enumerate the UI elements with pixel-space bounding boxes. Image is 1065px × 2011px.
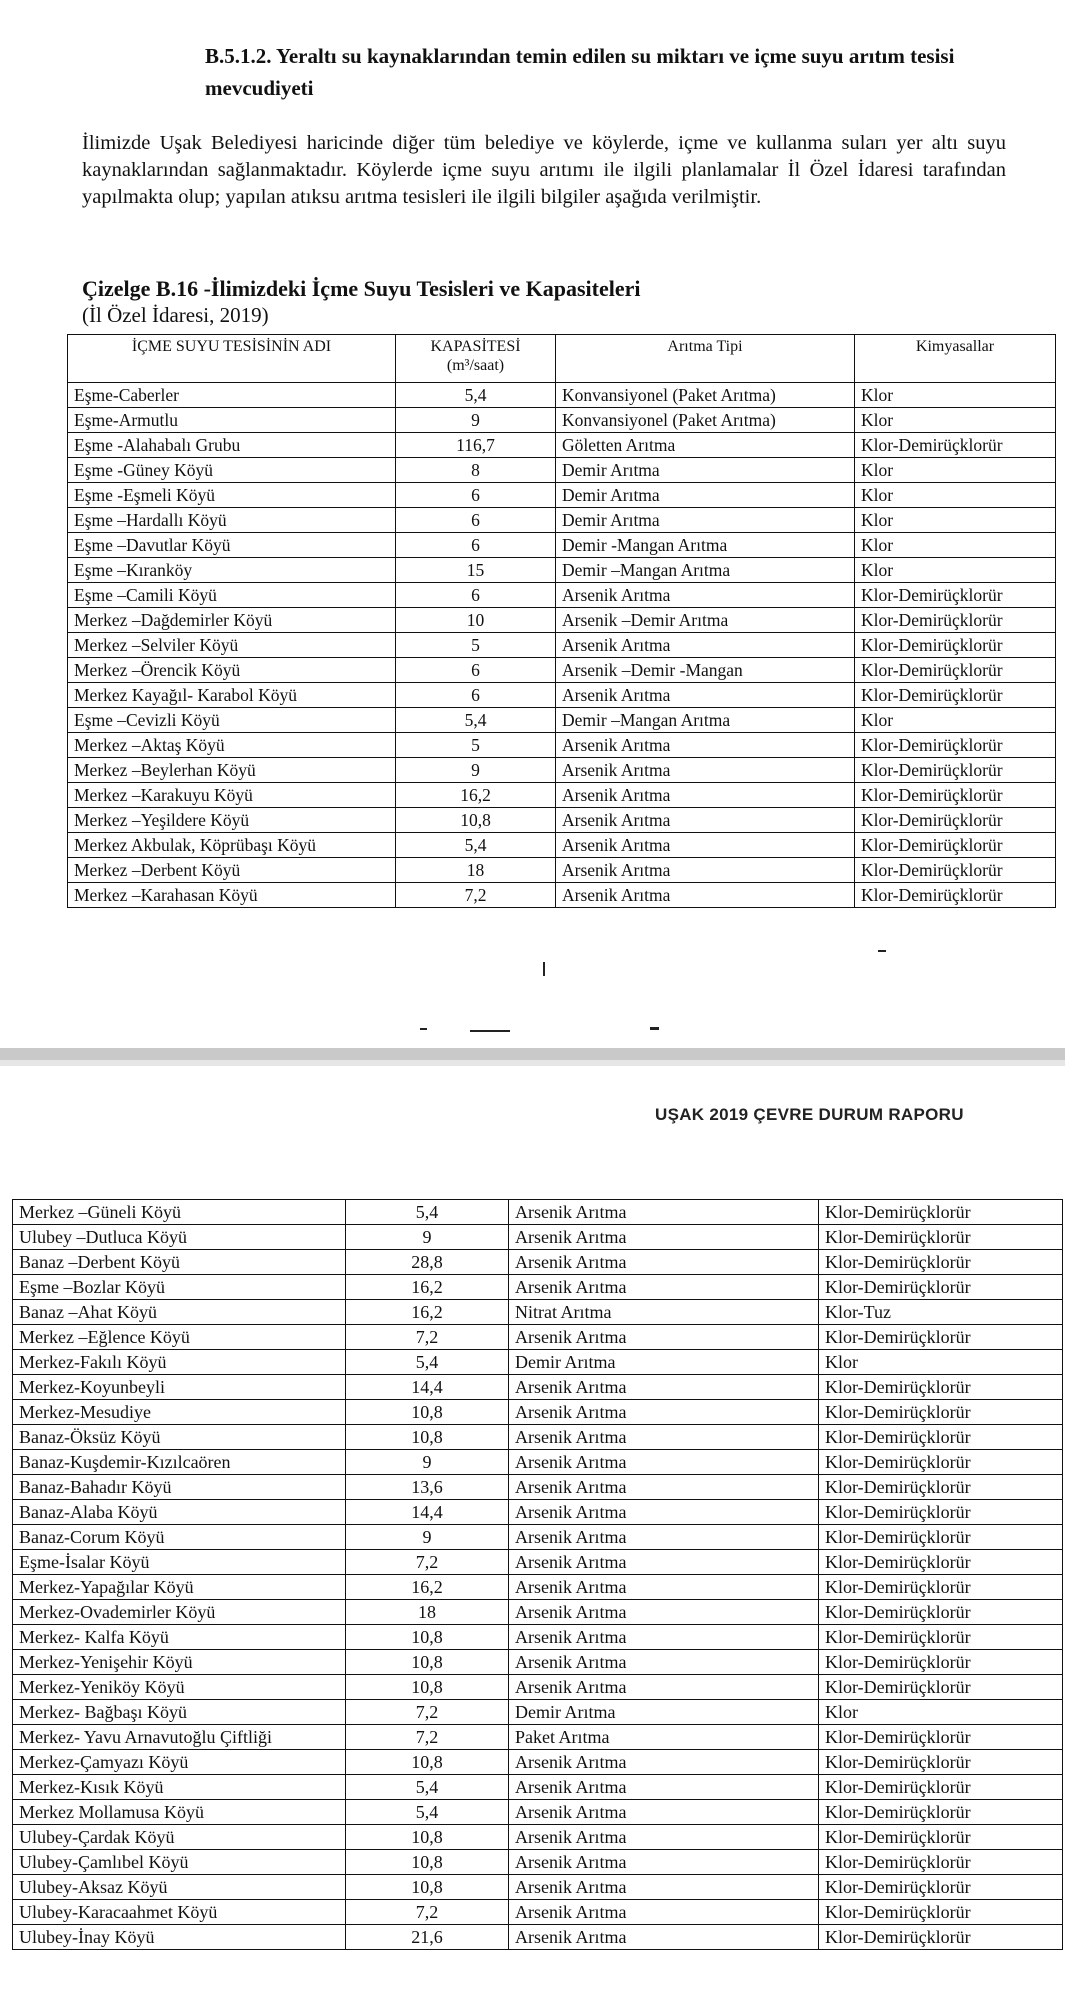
cell-chemicals: Klor-Demirüçklorür (855, 433, 1056, 458)
cell-facility-name: Merkez –Güneli Köyü (13, 1200, 346, 1225)
table-row (68, 383, 1056, 408)
cell-facility-name: Merkez- Yavu Arnavutoğlu Çiftliği (13, 1725, 346, 1750)
cell-treatment-type: Arsenik Arıtma (509, 1325, 819, 1350)
cell-capacity: 9 (396, 408, 556, 433)
page-break (0, 1048, 1065, 1060)
table-row (68, 808, 1056, 833)
cell-facility-name: Banaz-Bahadır Köyü (13, 1475, 346, 1500)
cell-chemicals: Klor-Demirüçklorür (855, 633, 1056, 658)
cell-treatment-type: Arsenik Arıtma (509, 1925, 819, 1950)
cell-treatment-type: Demir Arıtma (509, 1700, 819, 1725)
cell-facility-name: Ulubey-Çamlıbel Köyü (13, 1850, 346, 1875)
cell-chemicals: Klor-Demirüçklorür (819, 1875, 1063, 1900)
cell-treatment-type: Arsenik Arıtma (556, 783, 855, 808)
cell-chemicals: Klor-Demirüçklorür (855, 583, 1056, 608)
cell-facility-name: Ulubey-Karacaahmet Köyü (13, 1900, 346, 1925)
cell-chemicals: Klor (819, 1350, 1063, 1375)
cell-facility-name: Eşme -Güney Köyü (68, 458, 396, 483)
cell-chemicals: Klor (855, 508, 1056, 533)
cell-chemicals: Klor-Demirüçklorür (855, 733, 1056, 758)
cell-facility-name: Ulubey-Aksaz Köyü (13, 1875, 346, 1900)
cell-capacity: 7,2 (346, 1325, 509, 1350)
cell-chemicals: Klor-Demirüçklorür (819, 1800, 1063, 1825)
table-row (13, 1425, 1063, 1450)
table-row (13, 1400, 1063, 1425)
cell-capacity: 18 (396, 858, 556, 883)
cell-chemicals: Klor-Demirüçklorür (855, 683, 1056, 708)
cell-chemicals: Klor-Demirüçklorür (819, 1500, 1063, 1525)
scan-mark (878, 950, 886, 952)
table-row (68, 783, 1056, 808)
cell-capacity: 14,4 (346, 1500, 509, 1525)
cell-capacity: 10,8 (346, 1825, 509, 1850)
cell-chemicals: Klor (819, 1700, 1063, 1725)
table-row (13, 1225, 1063, 1250)
cell-treatment-type: Arsenik Arıtma (556, 733, 855, 758)
table-row (68, 558, 1056, 583)
table-row (13, 1675, 1063, 1700)
cell-chemicals: Klor-Demirüçklorür (819, 1775, 1063, 1800)
cell-facility-name: Merkez-Mesudiye (13, 1400, 346, 1425)
cell-treatment-type: Arsenik Arıtma (509, 1400, 819, 1425)
cell-facility-name: Merkez –Örencik Köyü (68, 658, 396, 683)
table-row (68, 708, 1056, 733)
cell-facility-name: Ulubey –Dutluca Köyü (13, 1225, 346, 1250)
cell-treatment-type: Arsenik Arıtma (509, 1250, 819, 1275)
cell-facility-name: Merkez-Kısık Köyü (13, 1775, 346, 1800)
cell-treatment-type: Arsenik Arıtma (509, 1750, 819, 1775)
col-header-treatment: Arıtma Tipi (556, 335, 855, 383)
cell-facility-name: Ulubey-Çardak Köyü (13, 1825, 346, 1850)
cell-facility-name: Merkez –Beylerhan Köyü (68, 758, 396, 783)
cell-capacity: 13,6 (346, 1475, 509, 1500)
cell-treatment-type: Paket Arıtma (509, 1725, 819, 1750)
water-facilities-table-page1 (67, 334, 1056, 908)
table-row (13, 1650, 1063, 1675)
cell-capacity: 5,4 (346, 1775, 509, 1800)
cell-treatment-type: Arsenik Arıtma (509, 1550, 819, 1575)
cell-facility-name: Merkez-Yenişehir Köyü (13, 1650, 346, 1675)
cell-facility-name: Eşme –Hardallı Köyü (68, 508, 396, 533)
table-row (68, 583, 1056, 608)
cell-capacity: 8 (396, 458, 556, 483)
report-title: UŞAK 2019 ÇEVRE DURUM RAPORU (655, 1105, 964, 1124)
scan-mark (543, 962, 545, 976)
cell-capacity: 14,4 (346, 1375, 509, 1400)
cell-chemicals: Klor-Demirüçklorür (819, 1375, 1063, 1400)
table-row (13, 1475, 1063, 1500)
cell-facility-name: Banaz –Derbent Köyü (13, 1250, 346, 1275)
cell-capacity: 10 (396, 608, 556, 633)
cell-facility-name: Merkez –Karahasan Köyü (68, 883, 396, 908)
cell-capacity: 116,7 (396, 433, 556, 458)
cell-capacity: 9 (346, 1225, 509, 1250)
cell-facility-name: Banaz-Kuşdemir-Kızılcaören (13, 1450, 346, 1475)
cell-treatment-type: Demir Arıtma (509, 1350, 819, 1375)
cell-chemicals: Klor-Demirüçklorür (855, 858, 1056, 883)
cell-capacity: 9 (346, 1525, 509, 1550)
cell-chemicals: Klor-Demirüçklorür (819, 1925, 1063, 1950)
table-row (13, 1725, 1063, 1750)
cell-treatment-type: Arsenik Arıtma (509, 1225, 819, 1250)
cell-treatment-type: Arsenik Arıtma (509, 1650, 819, 1675)
cell-treatment-type: Nitrat Arıtma (509, 1300, 819, 1325)
cell-chemicals: Klor-Demirüçklorür (855, 658, 1056, 683)
cell-capacity: 5 (396, 633, 556, 658)
cell-facility-name: Banaz-Alaba Köyü (13, 1500, 346, 1525)
table-row (68, 883, 1056, 908)
table-row (13, 1300, 1063, 1325)
cell-treatment-type: Demir Arıtma (556, 483, 855, 508)
cell-capacity: 16,2 (396, 783, 556, 808)
table-row (13, 1250, 1063, 1275)
cell-treatment-type: Arsenik Arıtma (509, 1375, 819, 1400)
cell-capacity: 10,8 (346, 1850, 509, 1875)
table-row (13, 1750, 1063, 1775)
cell-capacity: 9 (396, 758, 556, 783)
cell-treatment-type: Demir Arıtma (556, 458, 855, 483)
table-row (13, 1500, 1063, 1525)
cell-facility-name: Eşme –Davutlar Köyü (68, 533, 396, 558)
cell-treatment-type: Arsenik Arıtma (509, 1625, 819, 1650)
col-header-chemicals: Kimyasallar (855, 335, 1056, 383)
cell-chemicals: Klor-Demirüçklorür (819, 1475, 1063, 1500)
table-row (68, 608, 1056, 633)
cell-capacity: 16,2 (346, 1575, 509, 1600)
cell-facility-name: Merkez-Koyunbeyli (13, 1375, 346, 1400)
scan-mark (420, 1028, 427, 1030)
cell-treatment-type: Arsenik Arıtma (509, 1450, 819, 1475)
col-header-capacity-label: KAPASİTESİ (430, 338, 521, 355)
cell-facility-name: Merkez –Derbent Köyü (68, 858, 396, 883)
cell-treatment-type: Arsenik Arıtma (556, 808, 855, 833)
cell-facility-name: Merkez-Yapağılar Köyü (13, 1575, 346, 1600)
cell-treatment-type: Konvansiyonel (Paket Arıtma) (556, 383, 855, 408)
table-row (13, 1200, 1063, 1225)
cell-capacity: 9 (346, 1450, 509, 1475)
col-header-name: İÇME SUYU TESİSİNİN ADI (68, 335, 396, 383)
cell-chemicals: Klor-Demirüçklorür (855, 783, 1056, 808)
cell-capacity: 7,2 (346, 1900, 509, 1925)
cell-treatment-type: Arsenik Arıtma (509, 1900, 819, 1925)
table-row (13, 1525, 1063, 1550)
table-row (13, 1550, 1063, 1575)
cell-treatment-type: Arsenik Arıtma (556, 858, 855, 883)
cell-treatment-type: Arsenik Arıtma (509, 1800, 819, 1825)
table-row (68, 858, 1056, 883)
cell-treatment-type: Arsenik Arıtma (509, 1525, 819, 1550)
cell-chemicals: Klor (855, 408, 1056, 433)
cell-chemicals: Klor-Demirüçklorür (819, 1325, 1063, 1350)
table-row (13, 1700, 1063, 1725)
cell-capacity: 10,8 (346, 1650, 509, 1675)
table-row (68, 408, 1056, 433)
cell-capacity: 7,2 (346, 1700, 509, 1725)
cell-capacity: 18 (346, 1600, 509, 1625)
cell-facility-name: Banaz-Corum Köyü (13, 1525, 346, 1550)
table-row (13, 1600, 1063, 1625)
cell-chemicals: Klor-Demirüçklorür (819, 1600, 1063, 1625)
table-row (13, 1375, 1063, 1400)
cell-capacity: 10,8 (346, 1750, 509, 1775)
table-row (68, 633, 1056, 658)
cell-chemicals: Klor-Demirüçklorür (819, 1725, 1063, 1750)
table-row (68, 758, 1056, 783)
cell-facility-name: Merkez –Eğlence Köyü (13, 1325, 346, 1350)
col-header-capacity-unit: (m³/saat) (446, 357, 505, 374)
cell-chemicals: Klor-Demirüçklorür (819, 1850, 1063, 1875)
table-row (68, 458, 1056, 483)
cell-chemicals: Klor-Demirüçklorür (819, 1450, 1063, 1475)
cell-treatment-type: Demir Arıtma (556, 508, 855, 533)
table-row (13, 1850, 1063, 1875)
cell-treatment-type: Arsenik Arıtma (556, 633, 855, 658)
cell-treatment-type: Arsenik Arıtma (509, 1475, 819, 1500)
cell-chemicals: Klor-Demirüçklorür (819, 1900, 1063, 1925)
cell-capacity: 21,6 (346, 1925, 509, 1950)
cell-facility-name: Eşme-Caberler (68, 383, 396, 408)
cell-chemicals: Klor (855, 383, 1056, 408)
cell-treatment-type: Göletten Arıtma (556, 433, 855, 458)
cell-treatment-type: Arsenik Arıtma (556, 683, 855, 708)
cell-treatment-type: Demir -Mangan Arıtma (556, 533, 855, 558)
cell-facility-name: Merkez –Selviler Köyü (68, 633, 396, 658)
cell-chemicals: Klor-Demirüçklorür (819, 1575, 1063, 1600)
cell-treatment-type: Arsenik Arıtma (509, 1875, 819, 1900)
cell-capacity: 7,2 (396, 883, 556, 908)
cell-facility-name: Eşme –Camili Köyü (68, 583, 396, 608)
cell-capacity: 5 (396, 733, 556, 758)
table-row (68, 533, 1056, 558)
cell-treatment-type: Arsenik Arıtma (509, 1850, 819, 1875)
cell-treatment-type: Arsenik –Demir Arıtma (556, 608, 855, 633)
table-caption: Çizelge B.16 -İlimizdeki İçme Suyu Tesisleri ve Kapasiteleri (82, 276, 641, 301)
cell-facility-name: Merkez-Yeniköy Köyü (13, 1675, 346, 1700)
col-header-capacity (396, 335, 556, 383)
cell-facility-name: Banaz-Öksüz Köyü (13, 1425, 346, 1450)
cell-treatment-type: Arsenik Arıtma (509, 1600, 819, 1625)
cell-chemicals: Klor (855, 708, 1056, 733)
cell-chemicals: Klor-Demirüçklorür (819, 1225, 1063, 1250)
table-row (13, 1825, 1063, 1850)
cell-capacity: 10,8 (396, 808, 556, 833)
cell-treatment-type: Arsenik Arıtma (509, 1825, 819, 1850)
intro-paragraph: İlimizde Uşak Belediyesi haricinde diğer tüm belediye ve köylerde, içme ve kullanma suları yer altı suyu kaynaklarından sağlanmaktadır. Köylerde içme suyu arıtımı ile ilgili planlamalar İl Özel İdaresi tarafından yapılmakta olup; yapılan atıksu arıtma tesisleri ile ilgili bilgiler aşağıda verilmiştir. (82, 132, 1006, 208)
cell-capacity: 10,8 (346, 1400, 509, 1425)
cell-treatment-type: Arsenik Arıtma (556, 583, 855, 608)
cell-facility-name: Merkez- Bağbaşı Köyü (13, 1700, 346, 1725)
cell-capacity: 6 (396, 583, 556, 608)
table-row (68, 733, 1056, 758)
table-row (13, 1350, 1063, 1375)
cell-treatment-type: Arsenik Arıtma (556, 758, 855, 783)
table-row (13, 1325, 1063, 1350)
cell-chemicals: Klor-Demirüçklorür (819, 1425, 1063, 1450)
cell-chemicals: Klor (855, 533, 1056, 558)
cell-treatment-type: Arsenik Arıtma (509, 1675, 819, 1700)
table-row (68, 433, 1056, 458)
cell-treatment-type: Arsenik Arıtma (509, 1275, 819, 1300)
cell-facility-name: Banaz –Ahat Köyü (13, 1300, 346, 1325)
cell-capacity: 10,8 (346, 1625, 509, 1650)
cell-capacity: 7,2 (346, 1550, 509, 1575)
cell-capacity: 5,4 (396, 708, 556, 733)
cell-facility-name: Merkez- Kalfa Köyü (13, 1625, 346, 1650)
cell-chemicals: Klor-Demirüçklorür (819, 1275, 1063, 1300)
cell-facility-name: Eşme –Kıranköy (68, 558, 396, 583)
cell-chemicals: Klor-Demirüçklorür (819, 1675, 1063, 1700)
cell-chemicals: Klor-Demirüçklorür (819, 1550, 1063, 1575)
cell-capacity: 5,4 (346, 1350, 509, 1375)
cell-chemicals: Klor-Demirüçklorür (855, 883, 1056, 908)
cell-treatment-type: Demir –Mangan Arıtma (556, 558, 855, 583)
cell-treatment-type: Arsenik Arıtma (509, 1500, 819, 1525)
cell-facility-name: Eşme –Bozlar Köyü (13, 1275, 346, 1300)
cell-capacity: 10,8 (346, 1875, 509, 1900)
table-row (68, 658, 1056, 683)
cell-chemicals: Klor-Demirüçklorür (819, 1625, 1063, 1650)
cell-chemicals: Klor (855, 458, 1056, 483)
cell-treatment-type: Demir –Mangan Arıtma (556, 708, 855, 733)
scan-mark (470, 1030, 510, 1032)
cell-capacity: 6 (396, 683, 556, 708)
table-row (13, 1775, 1063, 1800)
cell-facility-name: Merkez Mollamusa Köyü (13, 1800, 346, 1825)
cell-facility-name: Eşme -Eşmeli Köyü (68, 483, 396, 508)
cell-capacity: 7,2 (346, 1725, 509, 1750)
cell-chemicals: Klor-Demirüçklorür (819, 1200, 1063, 1225)
cell-chemicals: Klor-Demirüçklorür (855, 608, 1056, 633)
table-row (13, 1450, 1063, 1475)
cell-facility-name: Merkez Kayağıl- Karabol Köyü (68, 683, 396, 708)
table-row (68, 833, 1056, 858)
cell-facility-name: Eşme-Armutlu (68, 408, 396, 433)
cell-chemicals: Klor-Demirüçklorür (819, 1650, 1063, 1675)
table-row (13, 1625, 1063, 1650)
table-source: (İl Özel İdaresi, 2019) (82, 303, 269, 327)
cell-facility-name: Merkez –Aktaş Köyü (68, 733, 396, 758)
cell-treatment-type: Arsenik Arıtma (556, 833, 855, 858)
cell-facility-name: Merkez –Karakuyu Köyü (68, 783, 396, 808)
cell-facility-name: Eşme-İsalar Köyü (13, 1550, 346, 1575)
cell-treatment-type: Arsenik –Demir -Mangan (556, 658, 855, 683)
cell-facility-name: Eşme –Cevizli Köyü (68, 708, 396, 733)
cell-chemicals: Klor-Demirüçklorür (819, 1400, 1063, 1425)
section-heading: B.5.1.2. Yeraltı su kaynaklarından temin edilen su miktarı ve içme suyu arıtım tesisi mevcudiyeti (205, 44, 955, 100)
table-row (13, 1275, 1063, 1300)
cell-chemicals: Klor-Demirüçklorür (819, 1825, 1063, 1850)
cell-treatment-type: Arsenik Arıtma (509, 1200, 819, 1225)
table-row (68, 483, 1056, 508)
cell-chemicals: Klor-Demirüçklorür (855, 808, 1056, 833)
cell-capacity: 16,2 (346, 1275, 509, 1300)
cell-chemicals: Klor-Demirüçklorür (855, 758, 1056, 783)
cell-treatment-type: Konvansiyonel (Paket Arıtma) (556, 408, 855, 433)
cell-facility-name: Merkez Akbulak, Köprübaşı Köyü (68, 833, 396, 858)
cell-treatment-type: Arsenik Arıtma (509, 1775, 819, 1800)
cell-chemicals: Klor (855, 558, 1056, 583)
cell-treatment-type: Arsenik Arıtma (509, 1425, 819, 1450)
cell-facility-name: Eşme -Alahabalı Grubu (68, 433, 396, 458)
cell-facility-name: Merkez –Yeşildere Köyü (68, 808, 396, 833)
cell-chemicals: Klor-Demirüçklorür (819, 1250, 1063, 1275)
page-break-shadow (0, 1060, 1065, 1066)
cell-capacity: 6 (396, 533, 556, 558)
table-row (13, 1925, 1063, 1950)
cell-facility-name: Ulubey-İnay Köyü (13, 1925, 346, 1950)
scan-mark (650, 1027, 659, 1030)
cell-facility-name: Merkez –Dağdemirler Köyü (68, 608, 396, 633)
table-row (68, 508, 1056, 533)
cell-chemicals: Klor-Demirüçklorür (819, 1750, 1063, 1775)
cell-capacity: 10,8 (346, 1425, 509, 1450)
cell-facility-name: Merkez-Fakılı Köyü (13, 1350, 346, 1375)
table-row (13, 1875, 1063, 1900)
cell-capacity: 10,8 (346, 1675, 509, 1700)
cell-capacity: 5,4 (396, 383, 556, 408)
cell-chemicals: Klor-Demirüçklorür (819, 1525, 1063, 1550)
cell-capacity: 6 (396, 508, 556, 533)
cell-treatment-type: Arsenik Arıtma (556, 883, 855, 908)
table-row (13, 1800, 1063, 1825)
cell-facility-name: Merkez-Çamyazı Köyü (13, 1750, 346, 1775)
cell-capacity: 6 (396, 658, 556, 683)
water-facilities-table-page2 (12, 1199, 1063, 1950)
table-row (68, 683, 1056, 708)
cell-treatment-type: Arsenik Arıtma (509, 1575, 819, 1600)
cell-capacity: 5,4 (346, 1200, 509, 1225)
cell-facility-name: Merkez-Ovademirler Köyü (13, 1600, 346, 1625)
cell-chemicals: Klor (855, 483, 1056, 508)
cell-capacity: 6 (396, 483, 556, 508)
cell-capacity: 5,4 (346, 1800, 509, 1825)
cell-chemicals: Klor-Tuz (819, 1300, 1063, 1325)
table-row (13, 1900, 1063, 1925)
cell-capacity: 28,8 (346, 1250, 509, 1275)
cell-capacity: 5,4 (396, 833, 556, 858)
cell-capacity: 15 (396, 558, 556, 583)
cell-capacity: 16,2 (346, 1300, 509, 1325)
table-header-row (68, 335, 1056, 383)
table-row (13, 1575, 1063, 1600)
cell-chemicals: Klor-Demirüçklorür (855, 833, 1056, 858)
